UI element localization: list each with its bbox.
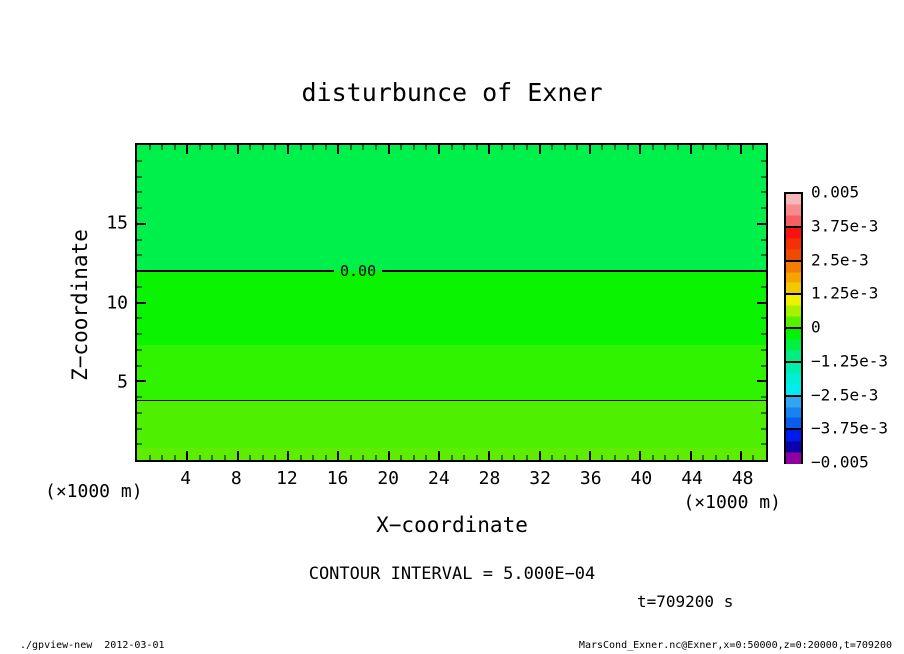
- x-tick: [337, 145, 339, 154]
- footer-source-text: MarsCond_Exner.nc@Exner,x=0:50000,z=0:20000,t=709200: [578, 640, 892, 651]
- x-tick: [728, 455, 729, 460]
- x-tick: [313, 145, 314, 150]
- z-tick: [761, 192, 766, 193]
- z-tick: [137, 365, 142, 366]
- z-tick: [137, 380, 146, 382]
- x-tick: [199, 145, 200, 150]
- x-tick: [501, 145, 502, 150]
- x-tick: [300, 145, 301, 150]
- z-tick: [137, 208, 142, 209]
- contour-line: [137, 270, 766, 272]
- colorbar-segment: [786, 363, 801, 397]
- x-tick-label: 4: [180, 468, 192, 489]
- colorbar-segment: [786, 295, 801, 329]
- x-tick: [703, 145, 704, 150]
- z-tick: [137, 334, 142, 335]
- colorbar-label: 2.5e-3: [811, 250, 869, 269]
- x-tick: [577, 145, 578, 150]
- z-tick: [761, 286, 766, 287]
- time-label: t=709200 s: [637, 592, 734, 611]
- x-tick: [539, 451, 541, 460]
- x-tick: [275, 145, 276, 150]
- z-tick: [137, 223, 146, 225]
- x-axis-title: X−coordinate: [376, 513, 528, 537]
- z-tick: [761, 271, 766, 272]
- x-tick: [602, 455, 603, 460]
- z-tick: [137, 176, 142, 177]
- x-tick: [652, 455, 653, 460]
- x-tick: [186, 145, 188, 154]
- z-tick: [761, 160, 766, 161]
- x-tick: [438, 451, 440, 460]
- z-tick: [761, 365, 766, 366]
- z-tick: [761, 444, 766, 445]
- plot-area: [135, 143, 768, 462]
- x-tick: [212, 145, 213, 150]
- z-tick: [757, 223, 766, 225]
- x-tick: [514, 455, 515, 460]
- z-tick-label: 5: [117, 371, 128, 393]
- colorbar-segment: [786, 430, 801, 464]
- colorbar-label: −2.5e-3: [811, 385, 879, 404]
- contour-line: [137, 400, 766, 401]
- z-tick: [757, 380, 766, 382]
- x-tick: [225, 145, 226, 150]
- z-tick: [137, 444, 142, 445]
- x-tick: [690, 451, 692, 460]
- x-tick: [237, 145, 239, 154]
- colorbar-labels: [811, 182, 901, 472]
- colorbar-label: −0.005: [811, 452, 869, 472]
- x-tick: [677, 145, 678, 150]
- z-tick: [761, 412, 766, 413]
- z-tick: [761, 176, 766, 177]
- z-tick: [137, 271, 142, 272]
- x-tick: [639, 451, 641, 460]
- x-tick: [149, 145, 150, 150]
- z-axis-title: Z−coordinate: [68, 229, 92, 381]
- z-axis-unit: (×1000 m): [45, 481, 143, 502]
- z-tick: [761, 334, 766, 335]
- x-tick: [237, 451, 239, 460]
- x-tick: [388, 145, 390, 154]
- z-tick: [761, 255, 766, 256]
- colorbar-segment: [786, 329, 801, 363]
- x-tick: [262, 145, 263, 150]
- x-tick: [451, 145, 452, 150]
- x-tick: [514, 145, 515, 150]
- x-tick: [740, 145, 742, 154]
- x-tick: [665, 145, 666, 150]
- x-tick-label: 48: [731, 468, 754, 489]
- x-tick: [552, 145, 553, 150]
- x-tick: [174, 455, 175, 460]
- x-tick: [476, 455, 477, 460]
- heatmap-band: [137, 145, 766, 271]
- x-tick: [363, 455, 364, 460]
- x-tick-label: 12: [276, 468, 298, 489]
- x-tick: [665, 455, 666, 460]
- z-tick-label: 15: [106, 212, 128, 234]
- colorbar-segment: [786, 228, 801, 262]
- x-tick: [476, 145, 477, 150]
- z-tick: [137, 318, 142, 319]
- x-tick: [526, 145, 527, 150]
- colorbar-label: 1.25e-3: [811, 283, 879, 303]
- x-tick: [275, 455, 276, 460]
- x-tick: [627, 455, 628, 460]
- x-tick: [212, 455, 213, 460]
- x-tick: [162, 145, 163, 150]
- x-tick: [313, 455, 314, 460]
- x-tick-label: 8: [230, 468, 242, 489]
- x-tick-label: 40: [630, 468, 653, 489]
- x-tick: [350, 145, 351, 150]
- x-tick: [552, 455, 553, 460]
- heatmap-band: [137, 401, 766, 448]
- x-tick: [539, 145, 541, 154]
- x-tick: [753, 145, 754, 150]
- x-tick: [325, 455, 326, 460]
- x-tick: [639, 145, 641, 154]
- z-tick: [137, 255, 142, 256]
- colorbar-segment: [786, 194, 801, 228]
- footer-command-text: ./gpview-new 2012-03-01: [20, 640, 165, 651]
- heatmap-band: [137, 345, 766, 401]
- z-tick: [761, 208, 766, 209]
- contour-line-label: 0.00: [334, 261, 382, 281]
- x-tick: [652, 145, 653, 150]
- x-tick: [401, 145, 402, 150]
- x-tick-label: 36: [579, 468, 602, 489]
- x-tick: [728, 145, 729, 150]
- x-tick: [526, 455, 527, 460]
- x-tick: [690, 145, 692, 154]
- x-tick: [501, 455, 502, 460]
- x-tick: [464, 455, 465, 460]
- z-tick: [137, 302, 146, 304]
- x-tick: [577, 455, 578, 460]
- colorbar-label: 0: [811, 317, 821, 337]
- x-tick-label: 28: [478, 468, 501, 489]
- x-tick: [350, 455, 351, 460]
- x-tick: [262, 455, 263, 460]
- z-tick: [761, 397, 766, 398]
- x-tick: [250, 455, 251, 460]
- contour-interval-note: CONTOUR INTERVAL = 5.000E−04: [308, 564, 596, 584]
- x-tick-label: 44: [681, 468, 703, 489]
- x-tick: [413, 455, 414, 460]
- x-tick: [287, 145, 289, 154]
- x-tick: [162, 455, 163, 460]
- x-tick: [388, 451, 390, 460]
- x-tick: [464, 145, 465, 150]
- colorbar-label: 3.75e-3: [811, 216, 879, 236]
- z-tick: [761, 318, 766, 319]
- x-tick: [615, 455, 616, 460]
- z-tick: [137, 349, 142, 350]
- x-tick: [564, 455, 565, 460]
- z-tick: [137, 160, 142, 161]
- x-tick: [488, 145, 490, 154]
- x-tick: [337, 451, 339, 460]
- colorbar-label: −3.75e-3: [811, 418, 889, 438]
- x-tick-label: 16: [326, 468, 349, 489]
- z-tick: [761, 349, 766, 350]
- x-tick: [401, 455, 402, 460]
- x-tick: [564, 145, 565, 150]
- x-tick-label: 20: [377, 468, 400, 489]
- x-tick: [325, 145, 326, 150]
- x-tick: [376, 145, 377, 150]
- z-tick: [137, 412, 142, 413]
- z-tick: [137, 192, 142, 193]
- x-tick-labels: [135, 468, 768, 488]
- x-tick: [589, 451, 591, 460]
- x-tick: [426, 145, 427, 150]
- x-axis-unit: (×1000 m): [683, 492, 781, 513]
- colorbar-segment: [786, 397, 801, 431]
- x-tick: [488, 451, 490, 460]
- z-tick-label: 10: [106, 292, 128, 313]
- x-tick: [615, 145, 616, 150]
- z-tick: [137, 428, 142, 429]
- x-tick: [149, 455, 150, 460]
- x-tick: [677, 455, 678, 460]
- x-tick: [287, 451, 289, 460]
- z-tick: [761, 239, 766, 240]
- x-tick: [413, 145, 414, 150]
- x-tick: [451, 455, 452, 460]
- x-tick: [199, 455, 200, 460]
- colorbar: [784, 192, 803, 464]
- z-tick: [757, 302, 766, 304]
- x-tick: [250, 145, 251, 150]
- x-tick-label: 32: [529, 468, 551, 489]
- x-tick: [753, 455, 754, 460]
- x-tick: [376, 455, 377, 460]
- x-tick: [627, 145, 628, 150]
- colorbar-label: −1.25e-3: [811, 351, 889, 371]
- x-tick: [589, 145, 591, 154]
- x-tick: [174, 145, 175, 150]
- x-tick: [602, 145, 603, 150]
- x-tick: [426, 455, 427, 460]
- chart-title: disturbunce of Exner: [301, 78, 603, 107]
- x-tick: [715, 145, 716, 150]
- x-tick: [225, 455, 226, 460]
- x-tick: [740, 451, 742, 460]
- x-tick: [300, 455, 301, 460]
- x-tick: [186, 451, 188, 460]
- z-tick: [761, 428, 766, 429]
- x-tick: [715, 455, 716, 460]
- colorbar-segment: [786, 262, 801, 296]
- x-tick-label: 24: [427, 468, 450, 489]
- x-tick: [438, 145, 440, 154]
- z-tick: [137, 239, 142, 240]
- z-tick-labels: [88, 143, 128, 462]
- x-tick: [703, 455, 704, 460]
- colorbar-label: 0.005: [811, 182, 860, 202]
- z-tick: [137, 397, 142, 398]
- heatmap-band: [137, 271, 766, 345]
- z-tick: [137, 286, 142, 287]
- x-tick: [363, 145, 364, 150]
